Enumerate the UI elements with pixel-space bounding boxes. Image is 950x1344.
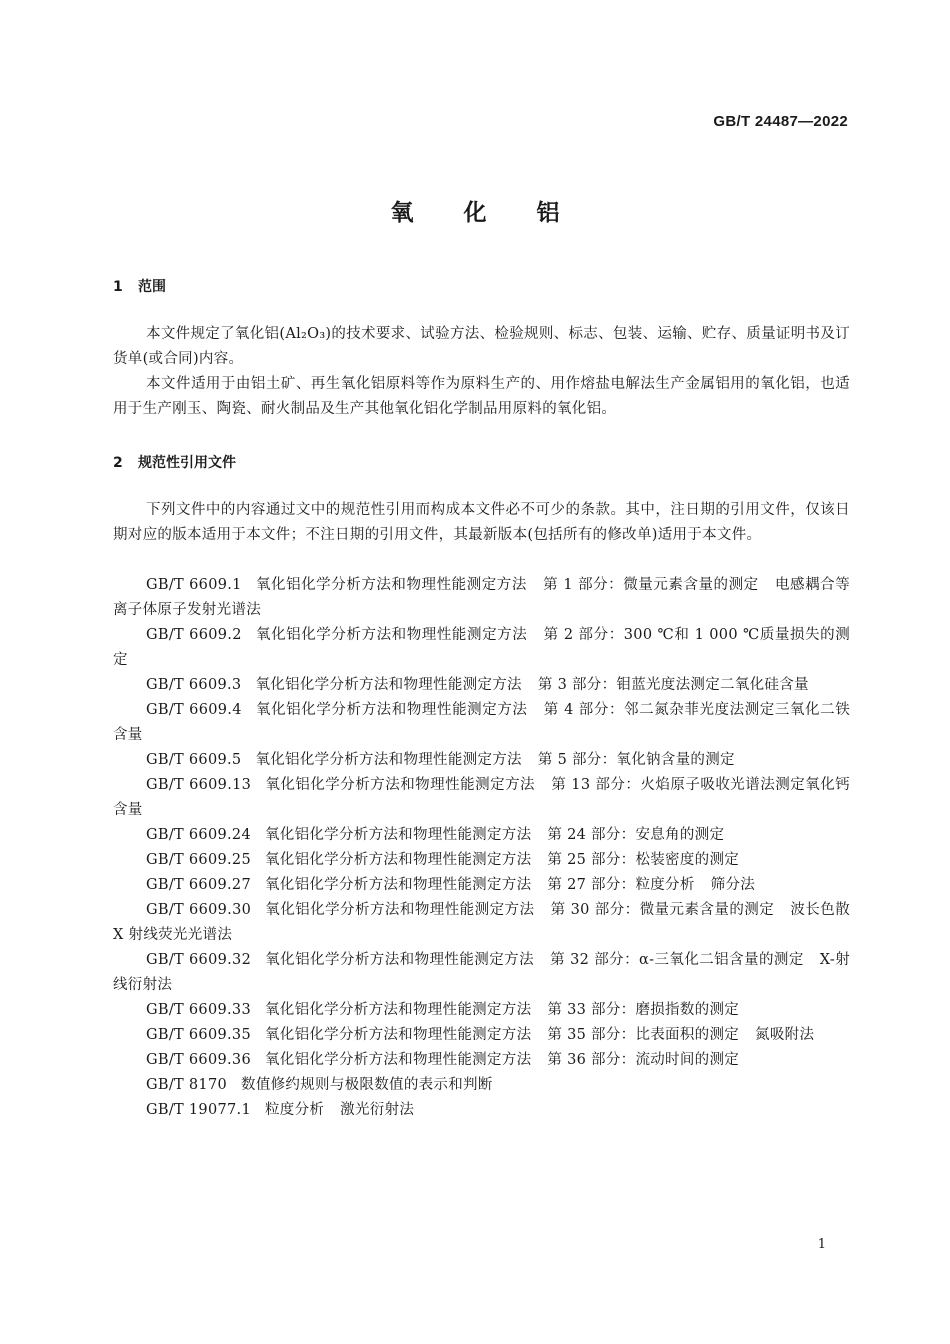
reference-subtitle: 氮吸附法 [755, 1027, 815, 1043]
reference-title: 氧化铝化学分析方法和物理性能测定方法 [264, 1027, 532, 1043]
scope-paragraph-1: 本文件规定了氧化铝(Al₂O₃)的技术要求、试验方法、检验规则、标志、包装、运输、贮存、质量证明书及订货单(或合同)内容。 [113, 326, 850, 367]
reference-title: 氧化铝化学分析方法和物理性能测定方法 [265, 777, 536, 793]
references-intro-paragraph: 下列文件中的内容通过文中的规范性引用而构成本文件必不可少的条款。其中，注日期的引用文件，仅该日期对应的版本适用于本文件；不注日期的引用文件，其最新版本(包括所有的修改单)适用于本文件。 [113, 502, 850, 543]
reference-part: 第 5 部分：氧化钠含量的测定 [537, 752, 735, 768]
reference-title: 氧化铝化学分析方法和物理性能测定方法 [264, 877, 532, 893]
reference-subtitle: 筛分法 [710, 877, 756, 893]
reference-part: 第 32 部分：α-三氧化二铝含量的测定 [550, 952, 804, 968]
section-2-number: 2 [113, 455, 123, 471]
section-2-title: 规范性引用文件 [138, 455, 236, 471]
reference-part: 第 33 部分：磨损指数的测定 [547, 1002, 740, 1018]
reference-part: 第 3 部分：钼蓝光度法测定二氧化硅含量 [537, 677, 809, 693]
reference-code: GB/T 6609.24 [146, 827, 251, 843]
reference-item [113, 1073, 850, 1098]
reference-item [113, 1048, 850, 1073]
section-1-heading [113, 276, 166, 296]
reference-code: GB/T 6609.5 [146, 752, 242, 768]
reference-code: GB/T 6609.2 [146, 627, 242, 643]
reference-part: 第 25 部分：松装密度的测定 [547, 852, 740, 868]
reference-item [113, 1023, 850, 1048]
reference-part: 第 1 部分：微量元素含量的测定 [542, 577, 759, 593]
section-1-title: 范围 [138, 279, 166, 295]
reference-item [113, 573, 850, 623]
reference-part: 第 24 部分：安息角的测定 [547, 827, 725, 843]
reference-code: GB/T 6609.35 [146, 1027, 251, 1043]
scope-paragraph-2: 本文件适用于由铝土矿、再生氧化铝原料等作为原料生产的、用作熔盐电解法生产金属铝用的氧化铝，也适用于生产刚玉、陶瓷、耐火制品及生产其他氧化铝化学制品用原料的氧化铝。 [113, 376, 850, 417]
reference-list [113, 573, 850, 1123]
reference-item [113, 698, 850, 748]
reference-code: GB/T 6609.25 [146, 852, 251, 868]
reference-code: GB/T 6609.4 [146, 702, 242, 718]
reference-part: 第 27 部分：粒度分析 [547, 877, 695, 893]
reference-item [113, 748, 850, 773]
reference-title: 氧化铝化学分析方法和物理性能测定方法 [255, 577, 527, 593]
reference-title: 氧化铝化学分析方法和物理性能测定方法 [265, 902, 535, 918]
section-1-number: 1 [113, 279, 123, 295]
reference-title: 氧化铝化学分析方法和物理性能测定方法 [265, 952, 535, 968]
document-title: 氧化铝 [390, 200, 610, 226]
reference-title: 氧化铝化学分析方法和物理性能测定方法 [255, 702, 528, 718]
reference-code: GB/T 6609.32 [146, 952, 252, 968]
reference-code: GB/T 6609.1 [146, 577, 242, 593]
reference-part: 第 30 部分：微量元素含量的测定 [550, 902, 775, 918]
reference-item [113, 623, 850, 673]
reference-title: 氧化铝化学分析方法和物理性能测定方法 [255, 752, 522, 768]
reference-item [113, 948, 850, 998]
reference-part: 第 35 部分：比表面积的测定 [547, 1027, 740, 1043]
reference-part: 第 4 部分：邻二氮杂菲光度法测定三氧化二铁含量 [113, 702, 850, 743]
reference-subtitle: 激光衍射法 [340, 1102, 415, 1118]
reference-code: GB/T 6609.13 [146, 777, 252, 793]
reference-code: GB/T 6609.33 [146, 1002, 251, 1018]
reference-title: 氧化铝化学分析方法和物理性能测定方法 [264, 852, 532, 868]
reference-title: 氧化铝化学分析方法和物理性能测定方法 [255, 627, 528, 643]
reference-item [113, 1098, 850, 1123]
reference-title: 粒度分析 [264, 1102, 325, 1118]
reference-title: 氧化铝化学分析方法和物理性能测定方法 [264, 827, 532, 843]
reference-title: 氧化铝化学分析方法和物理性能测定方法 [264, 1052, 532, 1068]
reference-code: GB/T 6609.30 [146, 902, 252, 918]
reference-code: GB/T 8170 [146, 1077, 228, 1093]
reference-title: 数值修约规则与极限数值的表示和判断 [241, 1077, 493, 1093]
reference-code: GB/T 6609.27 [146, 877, 251, 893]
reference-subtitle: 波长色散 X 射线荧光光谱法 [113, 902, 851, 943]
reference-item [113, 823, 850, 848]
section-2-heading [113, 452, 236, 472]
reference-subtitle: X-射线衍射法 [113, 952, 851, 993]
reference-part: 第 36 部分：流动时间的测定 [547, 1052, 740, 1068]
reference-item [113, 848, 850, 873]
reference-item [113, 873, 850, 898]
reference-item [113, 898, 850, 948]
reference-title: 氧化铝化学分析方法和物理性能测定方法 [264, 1002, 532, 1018]
reference-item [113, 773, 850, 823]
reference-item [113, 998, 850, 1023]
reference-title: 氧化铝化学分析方法和物理性能测定方法 [255, 677, 522, 693]
reference-part: 第 2 部分：300 ℃和 1 000 ℃质量损失的测定 [113, 627, 850, 668]
reference-code: GB/T 6609.3 [146, 677, 242, 693]
standard-code: GB/T 24487—2022 [713, 113, 848, 130]
reference-part: 第 13 部分：火焰原子吸收光谱法测定氧化钙含量 [113, 777, 850, 818]
reference-item [113, 673, 850, 698]
reference-code: GB/T 6609.36 [146, 1052, 251, 1068]
page-number: 1 [817, 1237, 826, 1252]
reference-code: GB/T 19077.1 [146, 1102, 251, 1118]
reference-subtitle: 电感耦合等离子体原子发射光谱法 [113, 577, 851, 618]
